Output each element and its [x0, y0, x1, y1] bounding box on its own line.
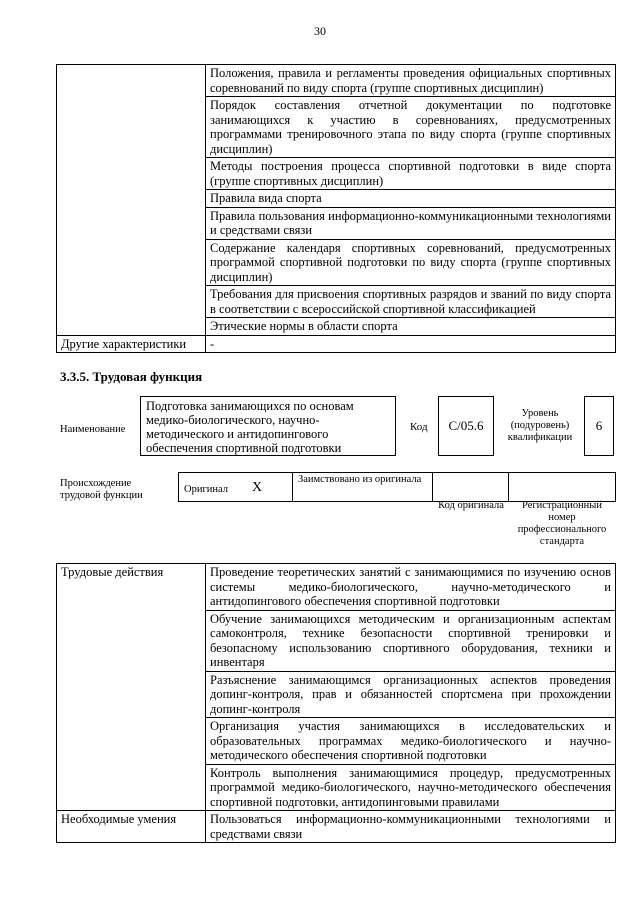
table-cell: Проведение теоретических занятий с занимающимися по изучению основ системы медико-биологического, научно-методического и антидопингового обеспечения спортивной подготовки [206, 564, 616, 611]
original-label: Оригинал [184, 484, 228, 495]
function-name-box [140, 396, 396, 456]
page-number: 30 [314, 24, 326, 38]
level-box [584, 396, 614, 456]
name-label: Наименование [60, 424, 126, 435]
table-cell: Обучение занимающихся методическим и организационным аспектам самоконтроля, технике безопасности спортивной тренировки и безопасному использованию спортивного оборудования, техники и инвентаря [206, 610, 616, 671]
skills-label: Необходимые умения [57, 811, 206, 843]
table-row [57, 335, 616, 353]
level-label: Уровень (подуровень) квалификации [507, 408, 573, 443]
borrowed-label: Заимствовано из оригинала [298, 474, 422, 485]
table-cell: Пользоваться информационно-коммуникационными технологиями и средствами связи [206, 811, 616, 843]
table-row [57, 564, 616, 611]
level-value: 6 [595, 418, 603, 433]
labor-actions-table [56, 563, 616, 843]
other-characteristics-value: - [206, 335, 616, 353]
table-cell: Правила вида спорта [206, 190, 616, 208]
table-row [57, 811, 616, 843]
origin-label: Происхождение трудовой функции [60, 478, 143, 501]
divider [508, 472, 509, 502]
table-row [57, 65, 616, 97]
table-cell: Правила пользования информационно-коммуникационными технологиями и средствами связи [206, 207, 616, 239]
table-cell: Контроль выполнения занимающимися процедур, предусмотренных программой медико-биологического, научно-методического обеспечения спортивной подготовки, антидопинговыми правилами [206, 764, 616, 811]
code-original-label: Код оригинала [438, 500, 504, 511]
table-cell: Положения, правила и регламенты проведения официальных спортивных соревнований по виду спорта (группе спортивных дисциплин) [206, 65, 616, 97]
table-cell: Методы построения процесса спортивной подготовки в виде спорта (группе спортивных дисциплин) [206, 158, 616, 190]
section-heading: 3.3.5. Трудовая функция [60, 369, 203, 384]
table-cell: Разъяснение занимающимся организационных аспектов проведения допинг-контроля, прав и обязанностей спортсмена при прохождении допинг-контроля [206, 671, 616, 718]
table-cell: Требования для присвоения спортивных разрядов и званий по виду спорта в соответствии с всероссийской спортивной классификацией [206, 286, 616, 318]
function-name: Подготовка занимающихся по основам медико-биологического, научно-методического и антидопингового обеспечения спортивной подготовки [146, 399, 354, 455]
table-cell: Этические нормы в области спорта [206, 318, 616, 336]
table-cell: Организация участия занимающихся в исследовательских и образовательных программах медико-биологического и научно-методического обеспечения спортивной подготовки [206, 718, 616, 765]
original-mark: X [252, 480, 263, 495]
other-characteristics-label: Другие характеристики [57, 335, 206, 353]
code-box [438, 396, 494, 456]
reg-number-label: Регистрационный номер профессионального стандарта [517, 500, 607, 547]
knowledge-table [56, 64, 616, 353]
empty-label-cell [57, 65, 206, 336]
code-label: Код [410, 421, 428, 433]
code-value: C/05.6 [448, 418, 484, 433]
divider [292, 472, 293, 502]
divider [432, 472, 433, 502]
table-cell: Порядок составления отчетной документации по подготовке занимающихся к участию в соревнованиях, предусмотренных программами тренировочного этапа по виду спорта (группе спортивных дисциплин) [206, 97, 616, 158]
table-cell: Содержание календаря спортивных соревнований, предусмотренных программой спортивной подготовки по виду спорта (группе спортивных дисциплин) [206, 239, 616, 286]
actions-label: Трудовые действия [57, 564, 206, 811]
